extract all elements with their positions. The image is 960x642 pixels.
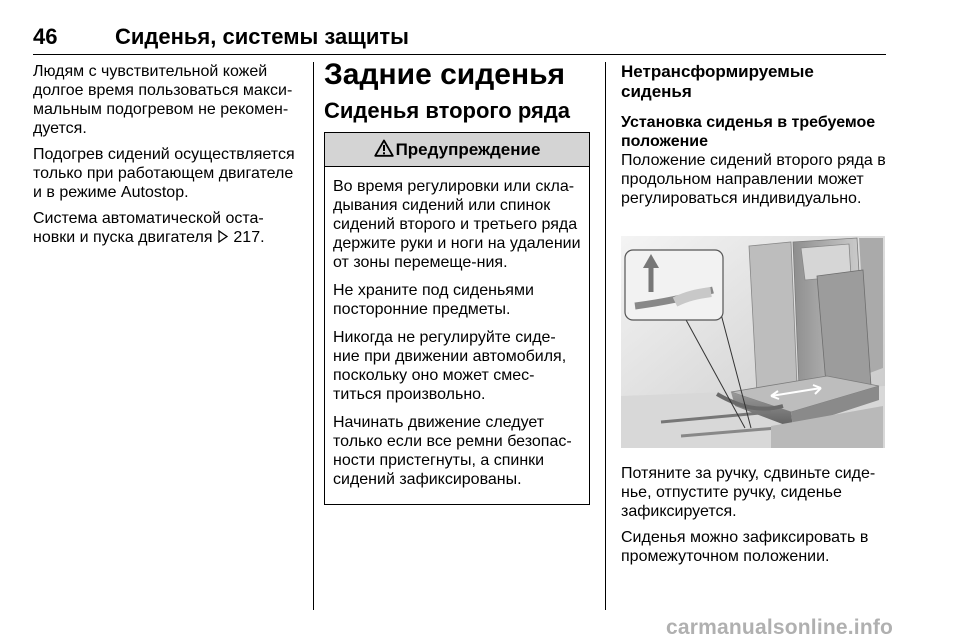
paragraph: Положение сидений второго ряда в продольном направлении может регулироваться индивидуально.: [621, 152, 886, 207]
page-number: 46: [33, 24, 58, 49]
warning-body: [325, 167, 589, 504]
section-subtitle: Сиденья второго ряда: [324, 98, 571, 123]
xref-text: Система автоматической оста-новки и пуска двигателя: [33, 210, 264, 246]
warning-paragraph: Никогда не регулируйте сиде-ние при движении автомобиля, поскольку оно может смес-титься произвольно.: [333, 329, 567, 403]
warning-paragraph: Во время регулировки или скла-дывания сидений или спинок сидений второго и третьего ряда держите руки и ноги на удалении от зоны перемеще-ния.: [333, 178, 581, 271]
subsection-heading: Установка сиденья в требуемое положение: [621, 114, 876, 150]
warning-icon: [374, 139, 396, 161]
column-divider: [605, 62, 606, 610]
column-middle: [324, 58, 595, 505]
column-left: [33, 62, 303, 254]
section-heading: Нетрансформируемые сиденья: [621, 62, 814, 101]
paragraph: Людям с чувствительной кожей долгое время пользоваться макси-мальным подогревом не рекомен-дуется.: [33, 63, 293, 137]
paragraph: Потяните за ручку, сдвиньте сиде-нье, отпустите ручку, сиденье зафиксируется.: [621, 465, 876, 520]
chapter-title: Сиденья, системы защиты: [115, 24, 409, 49]
warning-header: [325, 133, 589, 167]
section-title: Задние сиденья: [324, 58, 566, 91]
column-divider: [313, 62, 314, 610]
paragraph: Подогрев сидений осуществляется только при работающем двигателе и в режиме Autostop.: [33, 146, 295, 201]
warning-paragraph: Начинать движение следует только если все ремни безопас-ности пристегнуты, а спинки сидений зафиксированы.: [333, 414, 572, 488]
warning-paragraph: Не храните под сиденьями посторонние предметы.: [333, 282, 534, 318]
page-header: [33, 24, 886, 55]
xref-arrow-icon: [217, 229, 233, 246]
watermark: carmanualsonline.info: [666, 616, 894, 639]
xref-page-link[interactable]: 217.: [233, 229, 265, 246]
paragraph: Сиденья можно зафиксировать в промежуточном положении.: [621, 529, 869, 565]
seat-adjustment-illustration: [621, 236, 885, 448]
warning-label: Предупреждение: [395, 140, 541, 159]
column-right: [621, 62, 889, 573]
cross-reference: [33, 209, 303, 247]
warning-box: [324, 132, 590, 505]
